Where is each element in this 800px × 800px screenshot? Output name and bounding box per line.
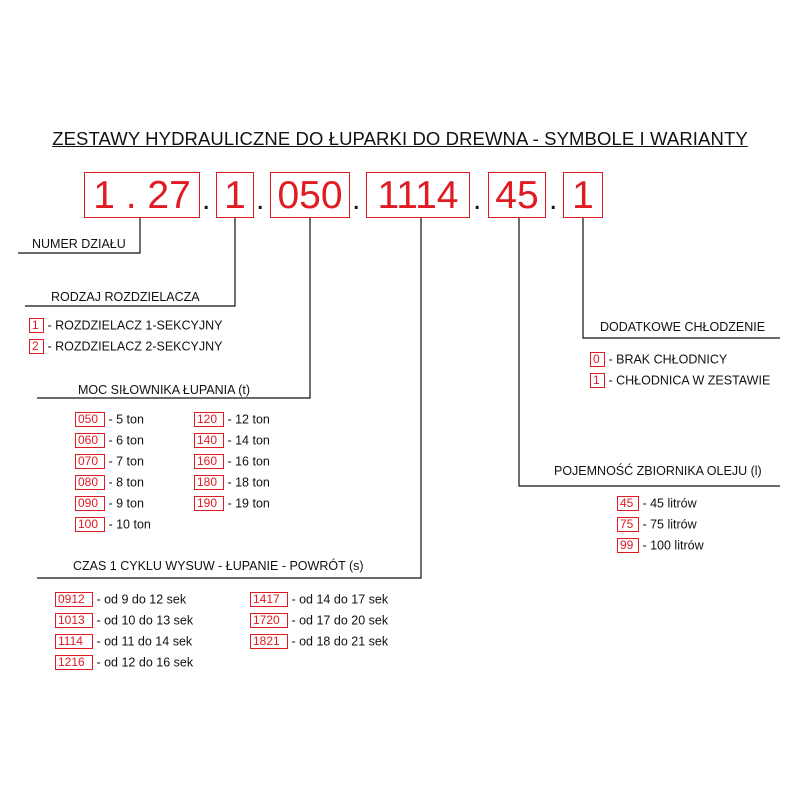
- option-row: [29, 338, 223, 354]
- option-code: 120: [194, 412, 224, 427]
- option-row: [194, 411, 270, 427]
- code-segment-moc: 050: [270, 172, 350, 218]
- option-code: 190: [194, 496, 224, 511]
- label-moc-silownika: MOC SIŁOWNIKA ŁUPANIA (t): [78, 383, 251, 397]
- option-row: [55, 633, 192, 649]
- option-row: [617, 495, 697, 511]
- option-row: [194, 432, 270, 448]
- option-code: 1720: [250, 613, 288, 628]
- option-code: 160: [194, 454, 224, 469]
- option-description: - 75 litrów: [639, 517, 697, 532]
- option-code: 090: [75, 496, 105, 511]
- option-row: [250, 612, 388, 628]
- option-code: 75: [617, 517, 639, 532]
- option-description: - BRAK CHŁODNICY: [605, 352, 728, 367]
- option-code: 1417: [250, 592, 288, 607]
- option-row: [590, 351, 727, 367]
- option-description: - 12 ton: [224, 412, 270, 427]
- label-pojemnosc-zbiornika: POJEMNOŚĆ ZBIORNIKA OLEJU (l): [554, 464, 762, 478]
- option-description: - od 18 do 21 sek: [288, 634, 389, 649]
- option-description: - 7 ton: [105, 454, 144, 469]
- option-code: 050: [75, 412, 105, 427]
- option-description: - 14 ton: [224, 433, 270, 448]
- option-row: [75, 495, 144, 511]
- option-row: [75, 453, 144, 469]
- option-code: 1: [29, 318, 44, 333]
- option-row: [75, 516, 151, 532]
- option-description: - 18 ton: [224, 475, 270, 490]
- option-row: [194, 495, 270, 511]
- option-code: 1013: [55, 613, 93, 628]
- option-description: - 6 ton: [105, 433, 144, 448]
- option-description: - 100 litrów: [639, 538, 704, 553]
- code-segment-zbiornik: 45: [488, 172, 546, 218]
- option-row: [55, 612, 193, 628]
- option-code: 99: [617, 538, 639, 553]
- option-row: [590, 372, 770, 388]
- option-code: 1821: [250, 634, 288, 649]
- code-segment-czas: 1114: [366, 172, 470, 218]
- option-code: 1: [590, 373, 605, 388]
- option-description: - 19 ton: [224, 496, 270, 511]
- option-row: [29, 317, 223, 333]
- option-code: 0912: [55, 592, 93, 607]
- option-row: [55, 591, 186, 607]
- code-separator: .: [549, 183, 558, 216]
- page-title: ZESTAWY HYDRAULICZNE DO ŁUPARKI DO DREWNA - SYMBOLE I WARIANTY: [52, 128, 748, 149]
- option-description: - ROZDZIELACZ 2-SEKCYJNY: [44, 339, 223, 354]
- code-segment-chlodzenie: 1: [563, 172, 603, 218]
- option-description: - od 14 do 17 sek: [288, 592, 389, 607]
- label-numer-dzialu: NUMER DZIAŁU: [32, 237, 126, 251]
- option-code: 140: [194, 433, 224, 448]
- option-code: 060: [75, 433, 105, 448]
- option-row: [55, 654, 193, 670]
- option-code: 0: [590, 352, 605, 367]
- option-description: - 9 ton: [105, 496, 144, 511]
- option-code: 45: [617, 496, 639, 511]
- option-row: [194, 474, 270, 490]
- option-row: [617, 537, 704, 553]
- code-separator: .: [256, 183, 265, 216]
- code-segment-rozdzielacz: 1: [216, 172, 254, 218]
- option-description: - od 12 do 16 sek: [93, 655, 194, 670]
- option-description: - od 9 do 12 sek: [93, 592, 187, 607]
- option-description: - ROZDZIELACZ 1-SEKCYJNY: [44, 318, 223, 333]
- option-row: [250, 633, 388, 649]
- option-code: 2: [29, 339, 44, 354]
- option-description: - 16 ton: [224, 454, 270, 469]
- label-dodatkowe-chlodzenie: DODATKOWE CHŁODZENIE: [600, 320, 766, 334]
- code-separator: .: [473, 183, 482, 216]
- option-row: [250, 591, 388, 607]
- option-code: 1216: [55, 655, 93, 670]
- option-code: 1114: [55, 634, 93, 649]
- option-row: [75, 474, 144, 490]
- option-description: - 45 litrów: [639, 496, 697, 511]
- option-row: [75, 432, 144, 448]
- code-segment-dzial: 1 . 27: [84, 172, 200, 218]
- option-row: [75, 411, 144, 427]
- option-row: [194, 453, 270, 469]
- option-code: 100: [75, 517, 105, 532]
- option-row: [617, 516, 697, 532]
- label-rodzaj-rozdzielacza: RODZAJ ROZDZIELACZA: [51, 290, 200, 304]
- option-description: - od 17 do 20 sek: [288, 613, 389, 628]
- option-description: - 10 ton: [105, 517, 151, 532]
- code-separator: .: [202, 183, 211, 216]
- label-czas-cyklu: CZAS 1 CYKLU WYSUW - ŁUPANIE - POWRÓT (s): [73, 559, 364, 573]
- option-code: 070: [75, 454, 105, 469]
- option-code: 180: [194, 475, 224, 490]
- option-description: - od 10 do 13 sek: [93, 613, 194, 628]
- code-separator: .: [352, 183, 361, 216]
- option-description: - CHŁODNICA W ZESTAWIE: [605, 373, 771, 388]
- option-code: 080: [75, 475, 105, 490]
- option-description: - 8 ton: [105, 475, 144, 490]
- option-description: - 5 ton: [105, 412, 144, 427]
- option-description: - od 11 do 14 sek: [93, 634, 193, 649]
